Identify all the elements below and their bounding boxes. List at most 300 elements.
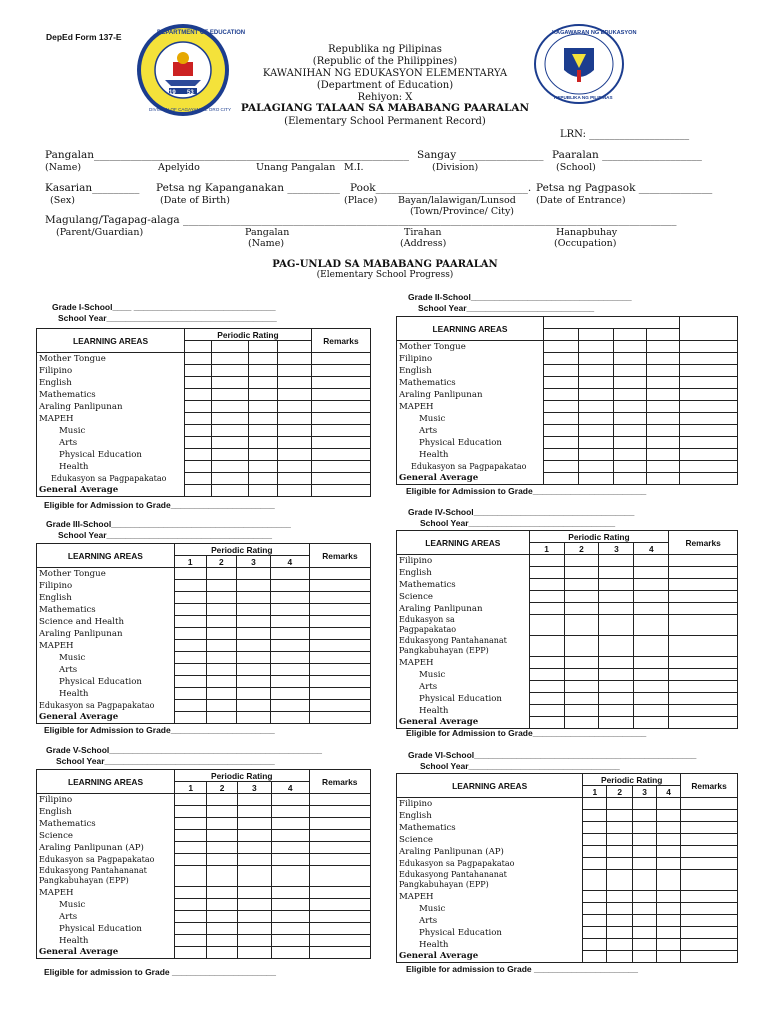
rating-cell[interactable]: [249, 389, 278, 401]
rating-cell[interactable]: [174, 580, 206, 592]
rating-cell[interactable]: [599, 717, 634, 729]
rating-cell[interactable]: [206, 592, 236, 604]
rating-cell[interactable]: [212, 401, 249, 413]
rating-cell[interactable]: [271, 899, 309, 911]
rating-cell[interactable]: [607, 798, 633, 810]
rating-cell[interactable]: [278, 485, 312, 497]
rating-cell[interactable]: [237, 899, 271, 911]
rating-cell[interactable]: [249, 353, 278, 365]
remarks-cell[interactable]: [669, 717, 738, 729]
rating-cell[interactable]: [633, 834, 657, 846]
remarks-cell[interactable]: [681, 915, 738, 927]
rating-cell[interactable]: [529, 669, 564, 681]
remarks-cell[interactable]: [311, 437, 370, 449]
rating-cell[interactable]: [647, 389, 680, 401]
rating-cell[interactable]: [212, 413, 249, 425]
rating-cell[interactable]: [647, 461, 680, 473]
rating-cell[interactable]: [529, 555, 564, 567]
rating-cell[interactable]: [237, 604, 271, 616]
rating-cell[interactable]: [271, 947, 309, 959]
rating-cell[interactable]: [578, 353, 613, 365]
rating-cell[interactable]: [613, 365, 646, 377]
rating-cell[interactable]: [174, 712, 206, 724]
rating-cell[interactable]: [206, 640, 236, 652]
rating-cell[interactable]: [599, 603, 634, 615]
guardian-field[interactable]: Magulang/Tagapag-alaga ______________________________________________________________________________________________: [45, 215, 677, 226]
rating-cell[interactable]: [212, 353, 249, 365]
remarks-cell[interactable]: [309, 676, 370, 688]
rating-cell[interactable]: [634, 657, 669, 669]
rating-cell[interactable]: [657, 891, 681, 903]
eligible-field[interactable]: Eligible for admission to Grade ______________________: [406, 964, 638, 974]
rating-cell[interactable]: [613, 425, 646, 437]
remarks-cell[interactable]: [680, 341, 738, 353]
rating-cell[interactable]: [607, 951, 633, 963]
remarks-cell[interactable]: [309, 712, 370, 724]
remarks-cell[interactable]: [309, 866, 371, 887]
grade-school-field[interactable]: Grade II-School__________________________________: [408, 292, 632, 302]
rating-cell[interactable]: [529, 603, 564, 615]
remarks-cell[interactable]: [309, 592, 370, 604]
rating-cell[interactable]: [175, 830, 207, 842]
rating-cell[interactable]: [175, 842, 207, 854]
remarks-cell[interactable]: [309, 664, 370, 676]
rating-cell[interactable]: [271, 806, 309, 818]
rating-cell[interactable]: [599, 615, 634, 636]
rating-cell[interactable]: [270, 652, 309, 664]
remarks-cell[interactable]: [681, 846, 738, 858]
remarks-cell[interactable]: [680, 461, 738, 473]
rating-cell[interactable]: [613, 461, 646, 473]
rating-cell[interactable]: [206, 688, 236, 700]
rating-cell[interactable]: [529, 636, 564, 657]
rating-cell[interactable]: [271, 911, 309, 923]
rating-cell[interactable]: [249, 461, 278, 473]
rating-cell[interactable]: [599, 555, 634, 567]
rating-cell[interactable]: [613, 437, 646, 449]
rating-cell[interactable]: [634, 717, 669, 729]
rating-cell[interactable]: [634, 567, 669, 579]
remarks-cell[interactable]: [669, 567, 738, 579]
rating-cell[interactable]: [529, 591, 564, 603]
rating-cell[interactable]: [634, 615, 669, 636]
rating-cell[interactable]: [278, 353, 312, 365]
rating-cell[interactable]: [174, 616, 206, 628]
rating-cell[interactable]: [270, 628, 309, 640]
rating-cell[interactable]: [529, 567, 564, 579]
rating-cell[interactable]: [249, 485, 278, 497]
rating-cell[interactable]: [607, 870, 633, 891]
rating-cell[interactable]: [249, 425, 278, 437]
rating-cell[interactable]: [185, 401, 212, 413]
rating-cell[interactable]: [278, 377, 312, 389]
rating-cell[interactable]: [583, 915, 607, 927]
rating-cell[interactable]: [249, 449, 278, 461]
rating-cell[interactable]: [270, 676, 309, 688]
eligible-field[interactable]: Eligible for Admission to Grade______________________: [44, 500, 275, 510]
rating-cell[interactable]: [564, 603, 599, 615]
rating-cell[interactable]: [634, 669, 669, 681]
rating-cell[interactable]: [564, 657, 599, 669]
remarks-cell[interactable]: [680, 401, 738, 413]
remarks-cell[interactable]: [309, 616, 370, 628]
remarks-cell[interactable]: [309, 935, 371, 947]
rating-cell[interactable]: [207, 806, 238, 818]
rating-cell[interactable]: [207, 818, 238, 830]
remarks-cell[interactable]: [681, 939, 738, 951]
rating-cell[interactable]: [174, 568, 206, 580]
remarks-cell[interactable]: [680, 449, 738, 461]
remarks-cell[interactable]: [669, 591, 738, 603]
rating-cell[interactable]: [207, 830, 238, 842]
rating-cell[interactable]: [271, 818, 309, 830]
remarks-cell[interactable]: [309, 640, 370, 652]
rating-cell[interactable]: [633, 939, 657, 951]
rating-cell[interactable]: [174, 592, 206, 604]
grade-school-field[interactable]: Grade IV-School__________________________________: [408, 507, 635, 517]
rating-cell[interactable]: [613, 473, 646, 485]
rating-cell[interactable]: [237, 818, 271, 830]
rating-cell[interactable]: [607, 834, 633, 846]
remarks-cell[interactable]: [681, 891, 738, 903]
grade-school-field[interactable]: Grade VI-School_______________________________________________: [408, 750, 697, 760]
place-field[interactable]: Pook_____________________________.: [350, 182, 532, 194]
remarks-cell[interactable]: [669, 705, 738, 717]
rating-cell[interactable]: [237, 830, 271, 842]
rating-cell[interactable]: [657, 927, 681, 939]
rating-cell[interactable]: [529, 681, 564, 693]
rating-cell[interactable]: [271, 830, 309, 842]
rating-cell[interactable]: [633, 870, 657, 891]
rating-cell[interactable]: [578, 389, 613, 401]
rating-cell[interactable]: [237, 580, 271, 592]
rating-cell[interactable]: [212, 425, 249, 437]
rating-cell[interactable]: [544, 365, 579, 377]
school-field[interactable]: Paaralan ___________________: [552, 149, 702, 161]
rating-cell[interactable]: [529, 615, 564, 636]
rating-cell[interactable]: [237, 616, 271, 628]
rating-cell[interactable]: [578, 473, 613, 485]
rating-cell[interactable]: [657, 951, 681, 963]
rating-cell[interactable]: [583, 810, 607, 822]
rating-cell[interactable]: [278, 449, 312, 461]
rating-cell[interactable]: [207, 923, 238, 935]
rating-cell[interactable]: [647, 401, 680, 413]
rating-cell[interactable]: [207, 887, 238, 899]
rating-cell[interactable]: [237, 688, 271, 700]
rating-cell[interactable]: [249, 401, 278, 413]
rating-cell[interactable]: [583, 951, 607, 963]
remarks-cell[interactable]: [680, 389, 738, 401]
rating-cell[interactable]: [174, 604, 206, 616]
remarks-cell[interactable]: [669, 603, 738, 615]
remarks-cell[interactable]: [311, 461, 370, 473]
rating-cell[interactable]: [212, 377, 249, 389]
rating-cell[interactable]: [607, 822, 633, 834]
rating-cell[interactable]: [529, 579, 564, 591]
rating-cell[interactable]: [207, 854, 238, 866]
rating-cell[interactable]: [583, 798, 607, 810]
rating-cell[interactable]: [207, 899, 238, 911]
remarks-cell[interactable]: [309, 854, 371, 866]
rating-cell[interactable]: [544, 473, 579, 485]
rating-cell[interactable]: [206, 712, 236, 724]
rating-cell[interactable]: [634, 693, 669, 705]
rating-cell[interactable]: [212, 365, 249, 377]
remarks-cell[interactable]: [309, 806, 371, 818]
rating-cell[interactable]: [185, 389, 212, 401]
rating-cell[interactable]: [174, 688, 206, 700]
rating-cell[interactable]: [599, 636, 634, 657]
rating-cell[interactable]: [578, 461, 613, 473]
rating-cell[interactable]: [613, 377, 646, 389]
rating-cell[interactable]: [599, 657, 634, 669]
rating-cell[interactable]: [578, 401, 613, 413]
rating-cell[interactable]: [185, 365, 212, 377]
rating-cell[interactable]: [175, 866, 207, 887]
remarks-cell[interactable]: [309, 604, 370, 616]
remarks-cell[interactable]: [309, 700, 370, 712]
rating-cell[interactable]: [607, 846, 633, 858]
remarks-cell[interactable]: [309, 899, 371, 911]
rating-cell[interactable]: [657, 939, 681, 951]
remarks-cell[interactable]: [311, 425, 370, 437]
rating-cell[interactable]: [270, 712, 309, 724]
remarks-cell[interactable]: [309, 568, 370, 580]
entrance-date-field[interactable]: Petsa ng Pagpasok ______________: [536, 182, 713, 194]
rating-cell[interactable]: [633, 891, 657, 903]
remarks-cell[interactable]: [681, 903, 738, 915]
rating-cell[interactable]: [564, 669, 599, 681]
rating-cell[interactable]: [564, 615, 599, 636]
rating-cell[interactable]: [583, 903, 607, 915]
rating-cell[interactable]: [237, 652, 271, 664]
rating-cell[interactable]: [634, 555, 669, 567]
rating-cell[interactable]: [544, 413, 579, 425]
rating-cell[interactable]: [578, 413, 613, 425]
remarks-cell[interactable]: [311, 449, 370, 461]
rating-cell[interactable]: [270, 640, 309, 652]
rating-cell[interactable]: [634, 636, 669, 657]
rating-cell[interactable]: [647, 377, 680, 389]
remarks-cell[interactable]: [669, 693, 738, 705]
remarks-cell[interactable]: [309, 580, 370, 592]
rating-cell[interactable]: [647, 449, 680, 461]
rating-cell[interactable]: [647, 425, 680, 437]
rating-cell[interactable]: [544, 437, 579, 449]
division-field[interactable]: Sangay ________________: [417, 149, 544, 161]
rating-cell[interactable]: [278, 389, 312, 401]
rating-cell[interactable]: [270, 592, 309, 604]
remarks-cell[interactable]: [680, 425, 738, 437]
rating-cell[interactable]: [657, 834, 681, 846]
remarks-cell[interactable]: [681, 951, 738, 963]
grade-school-field[interactable]: Grade I-School____ ______________________________: [52, 302, 276, 312]
rating-cell[interactable]: [657, 903, 681, 915]
rating-cell[interactable]: [647, 437, 680, 449]
rating-cell[interactable]: [237, 794, 271, 806]
rating-cell[interactable]: [212, 437, 249, 449]
rating-cell[interactable]: [544, 449, 579, 461]
rating-cell[interactable]: [212, 449, 249, 461]
rating-cell[interactable]: [278, 365, 312, 377]
rating-cell[interactable]: [647, 341, 680, 353]
rating-cell[interactable]: [544, 341, 579, 353]
remarks-cell[interactable]: [309, 818, 371, 830]
rating-cell[interactable]: [607, 858, 633, 870]
rating-cell[interactable]: [175, 806, 207, 818]
rating-cell[interactable]: [278, 473, 312, 485]
remarks-cell[interactable]: [681, 870, 738, 891]
rating-cell[interactable]: [207, 911, 238, 923]
rating-cell[interactable]: [529, 705, 564, 717]
dob-field[interactable]: Petsa ng Kapanganakan __________: [156, 182, 340, 194]
remarks-cell[interactable]: [309, 794, 371, 806]
rating-cell[interactable]: [529, 717, 564, 729]
rating-cell[interactable]: [185, 353, 212, 365]
remarks-cell[interactable]: [669, 636, 738, 657]
rating-cell[interactable]: [578, 365, 613, 377]
rating-cell[interactable]: [206, 700, 236, 712]
rating-cell[interactable]: [613, 389, 646, 401]
rating-cell[interactable]: [237, 700, 271, 712]
remarks-cell[interactable]: [309, 842, 371, 854]
rating-cell[interactable]: [647, 473, 680, 485]
rating-cell[interactable]: [607, 891, 633, 903]
remarks-cell[interactable]: [311, 485, 370, 497]
remarks-cell[interactable]: [680, 473, 738, 485]
remarks-cell[interactable]: [681, 822, 738, 834]
rating-cell[interactable]: [175, 818, 207, 830]
rating-cell[interactable]: [237, 854, 271, 866]
rating-cell[interactable]: [634, 681, 669, 693]
rating-cell[interactable]: [237, 806, 271, 818]
rating-cell[interactable]: [174, 652, 206, 664]
rating-cell[interactable]: [578, 341, 613, 353]
rating-cell[interactable]: [583, 891, 607, 903]
remarks-cell[interactable]: [681, 834, 738, 846]
rating-cell[interactable]: [271, 935, 309, 947]
rating-cell[interactable]: [613, 401, 646, 413]
rating-cell[interactable]: [634, 603, 669, 615]
rating-cell[interactable]: [212, 389, 249, 401]
remarks-cell[interactable]: [669, 657, 738, 669]
rating-cell[interactable]: [185, 473, 212, 485]
school-year-field[interactable]: School Year________________________________: [420, 761, 620, 771]
rating-cell[interactable]: [633, 822, 657, 834]
eligible-field[interactable]: Eligible for Admission to Grade______________________: [44, 725, 275, 735]
rating-cell[interactable]: [206, 616, 236, 628]
rating-cell[interactable]: [212, 473, 249, 485]
rating-cell[interactable]: [237, 866, 271, 887]
rating-cell[interactable]: [271, 866, 309, 887]
rating-cell[interactable]: [564, 705, 599, 717]
rating-cell[interactable]: [599, 681, 634, 693]
rating-cell[interactable]: [564, 579, 599, 591]
remarks-cell[interactable]: [311, 365, 370, 377]
rating-cell[interactable]: [185, 425, 212, 437]
rating-cell[interactable]: [599, 693, 634, 705]
rating-cell[interactable]: [633, 810, 657, 822]
rating-cell[interactable]: [185, 449, 212, 461]
remarks-cell[interactable]: [669, 669, 738, 681]
remarks-cell[interactable]: [681, 927, 738, 939]
eligible-field[interactable]: Eligible for admission to Grade ______________________: [44, 967, 276, 977]
rating-cell[interactable]: [657, 798, 681, 810]
rating-cell[interactable]: [270, 664, 309, 676]
rating-cell[interactable]: [647, 413, 680, 425]
rating-cell[interactable]: [175, 794, 207, 806]
rating-cell[interactable]: [237, 568, 271, 580]
rating-cell[interactable]: [237, 664, 271, 676]
remarks-cell[interactable]: [311, 377, 370, 389]
remarks-cell[interactable]: [311, 389, 370, 401]
school-year-field[interactable]: School Year____________________________________: [56, 756, 275, 766]
remarks-cell[interactable]: [681, 858, 738, 870]
rating-cell[interactable]: [633, 798, 657, 810]
rating-cell[interactable]: [237, 842, 271, 854]
rating-cell[interactable]: [185, 485, 212, 497]
rating-cell[interactable]: [634, 591, 669, 603]
rating-cell[interactable]: [564, 681, 599, 693]
rating-cell[interactable]: [613, 353, 646, 365]
rating-cell[interactable]: [564, 717, 599, 729]
rating-cell[interactable]: [175, 923, 207, 935]
school-year-field[interactable]: School Year___________________________: [418, 303, 595, 313]
rating-cell[interactable]: [278, 401, 312, 413]
rating-cell[interactable]: [529, 693, 564, 705]
rating-cell[interactable]: [529, 657, 564, 669]
remarks-cell[interactable]: [681, 810, 738, 822]
rating-cell[interactable]: [633, 858, 657, 870]
rating-cell[interactable]: [633, 927, 657, 939]
rating-cell[interactable]: [237, 911, 271, 923]
rating-cell[interactable]: [599, 705, 634, 717]
rating-cell[interactable]: [578, 449, 613, 461]
rating-cell[interactable]: [599, 591, 634, 603]
rating-cell[interactable]: [174, 700, 206, 712]
rating-cell[interactable]: [544, 425, 579, 437]
rating-cell[interactable]: [633, 951, 657, 963]
rating-cell[interactable]: [599, 567, 634, 579]
school-year-field[interactable]: School Year___________________________________: [58, 530, 272, 540]
rating-cell[interactable]: [657, 810, 681, 822]
rating-cell[interactable]: [578, 377, 613, 389]
rating-cell[interactable]: [206, 664, 236, 676]
rating-cell[interactable]: [647, 353, 680, 365]
rating-cell[interactable]: [657, 846, 681, 858]
rating-cell[interactable]: [578, 425, 613, 437]
rating-cell[interactable]: [249, 413, 278, 425]
remarks-cell[interactable]: [680, 365, 738, 377]
rating-cell[interactable]: [278, 425, 312, 437]
rating-cell[interactable]: [583, 858, 607, 870]
rating-cell[interactable]: [206, 580, 236, 592]
rating-cell[interactable]: [207, 935, 238, 947]
rating-cell[interactable]: [270, 604, 309, 616]
rating-cell[interactable]: [657, 822, 681, 834]
eligible-field[interactable]: Eligible for Admission to Grade________________________: [406, 486, 647, 496]
remarks-cell[interactable]: [309, 911, 371, 923]
rating-cell[interactable]: [206, 652, 236, 664]
remarks-cell[interactable]: [669, 615, 738, 636]
rating-cell[interactable]: [237, 676, 271, 688]
rating-cell[interactable]: [657, 858, 681, 870]
rating-cell[interactable]: [249, 473, 278, 485]
rating-cell[interactable]: [207, 794, 238, 806]
rating-cell[interactable]: [175, 911, 207, 923]
rating-cell[interactable]: [607, 810, 633, 822]
